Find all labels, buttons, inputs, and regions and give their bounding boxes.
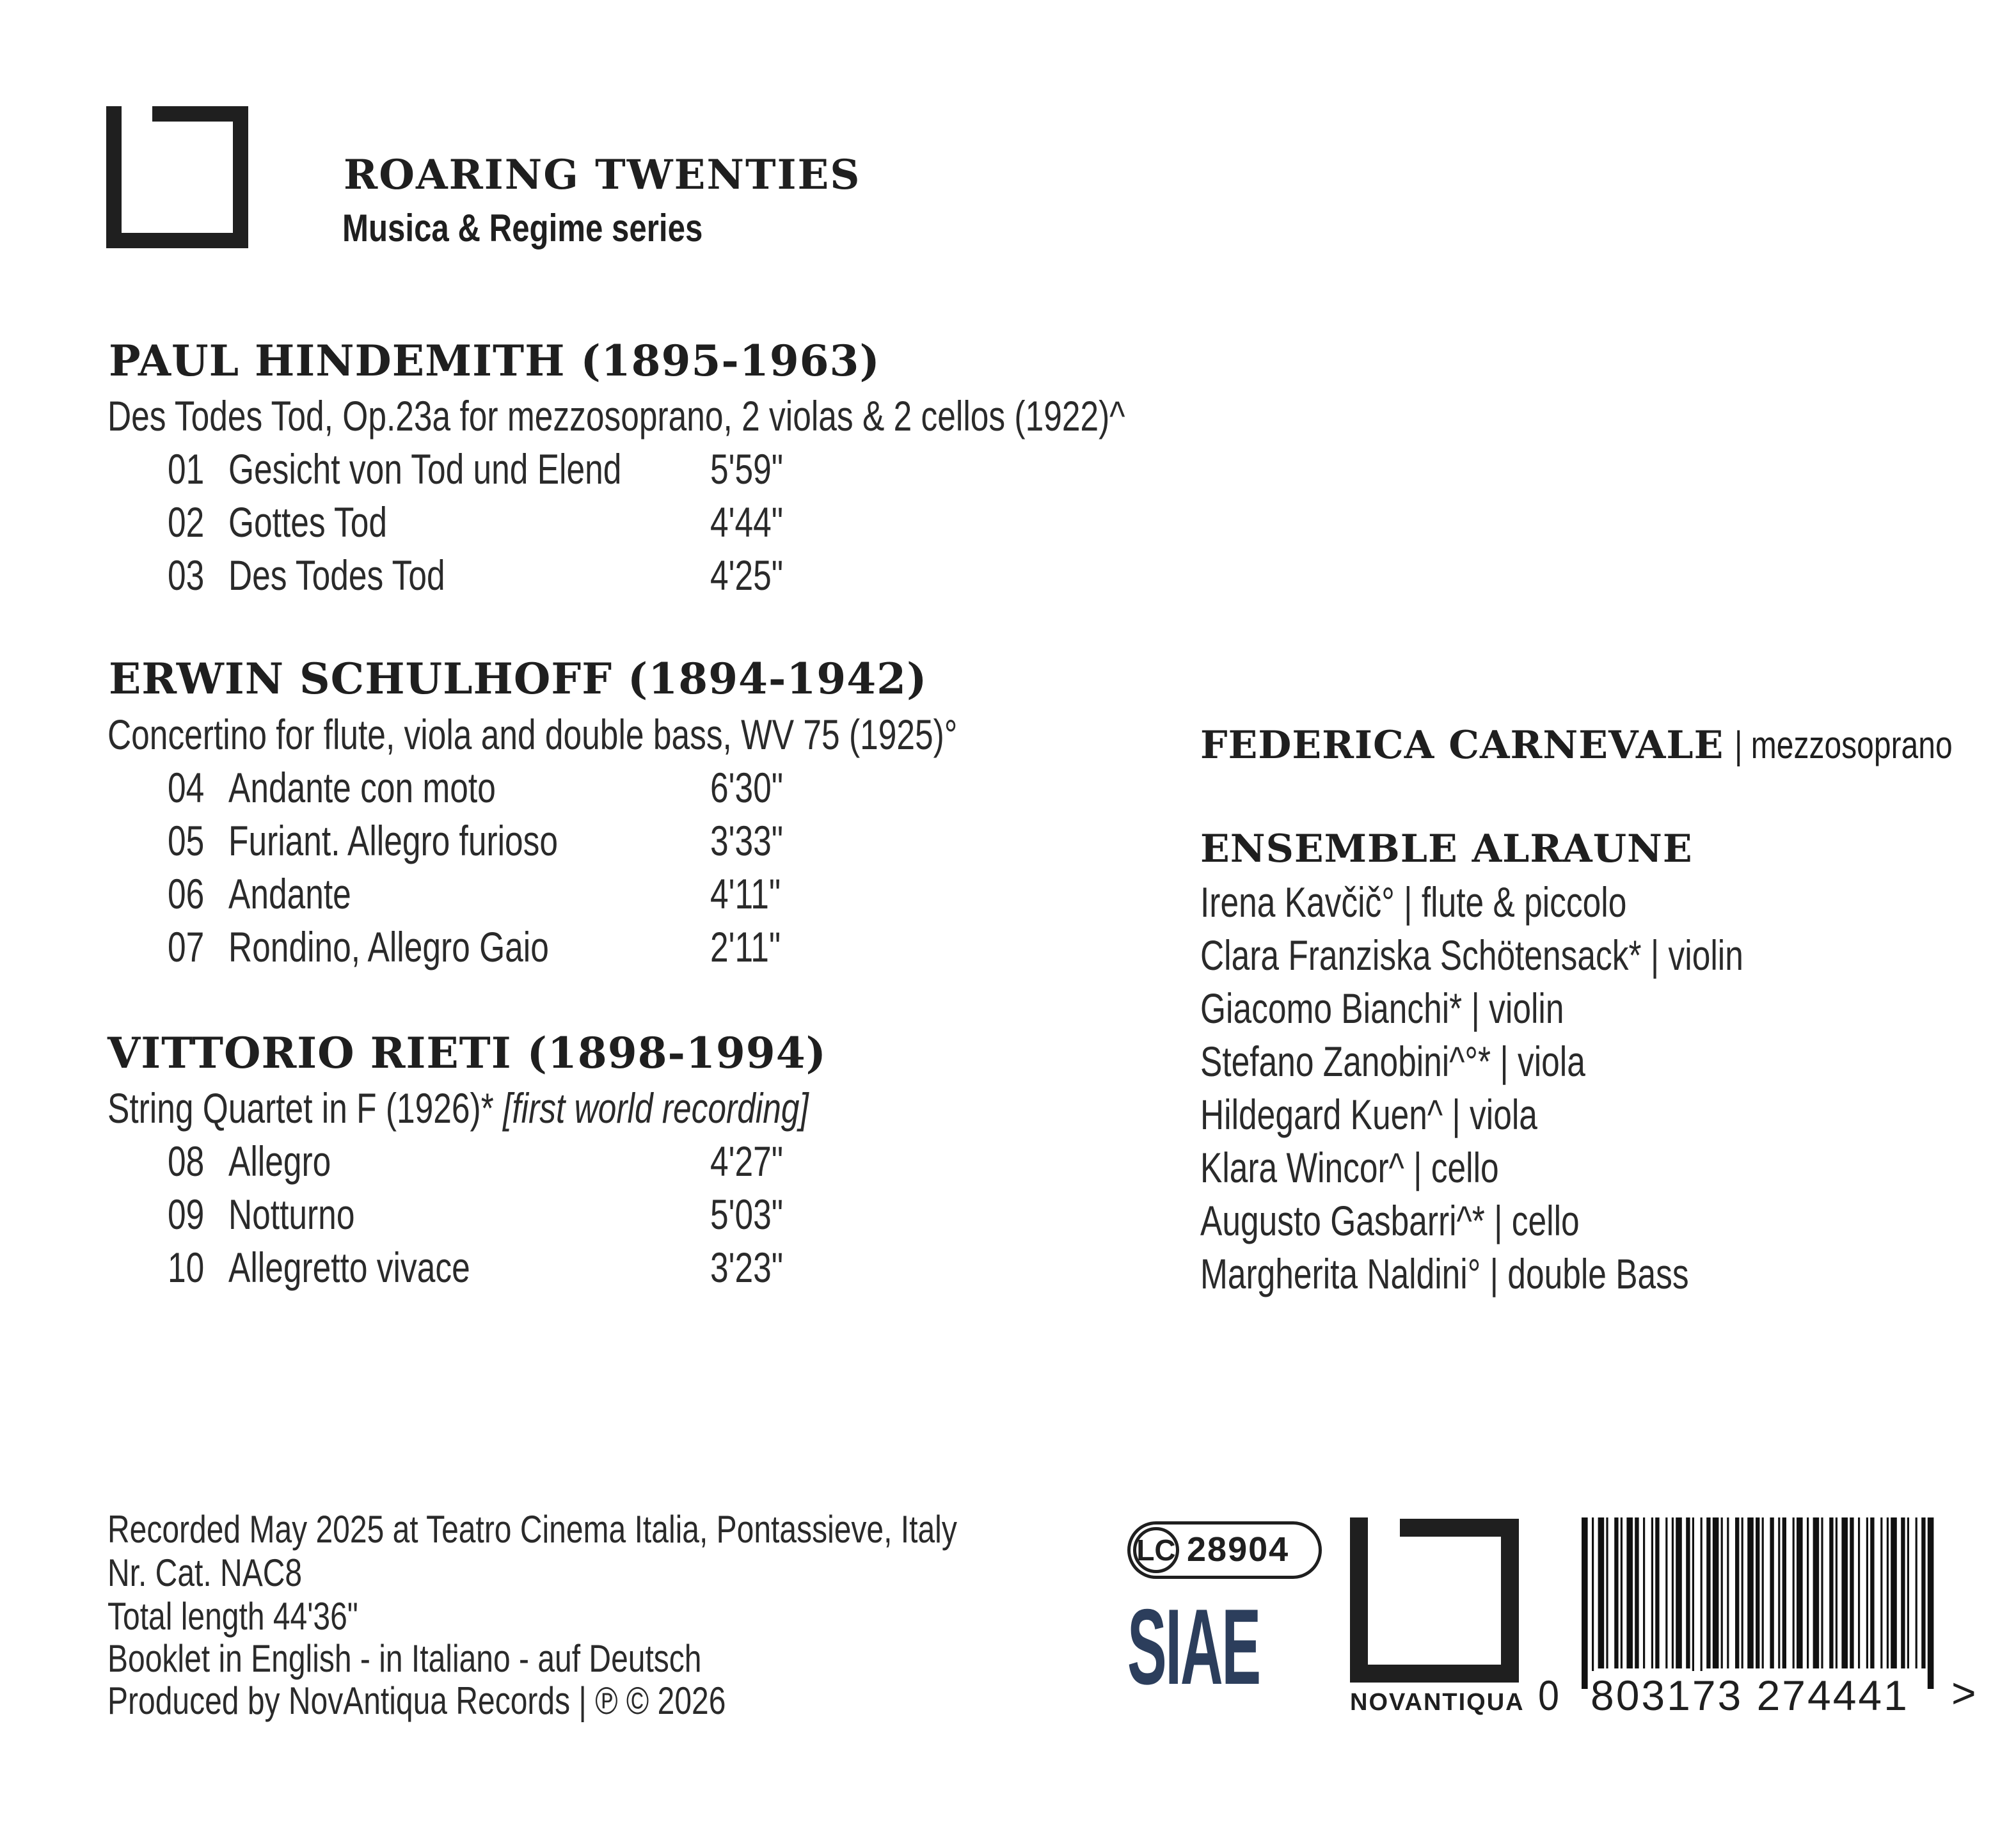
ensemble-member: Irena Kavčič° | flute & piccolo	[1200, 878, 1627, 926]
work-title: Concertino for flute, viola and double bass, WV 75 (1925)°	[107, 711, 958, 758]
work-title	[107, 1084, 809, 1132]
track-duration: 4'25"	[710, 551, 784, 599]
barcode-bar	[1880, 1517, 1882, 1668]
composer-heading: VITTORIO RIETI (1898-1994)	[107, 1028, 827, 1078]
track-number: 04	[168, 764, 205, 811]
barcode-bar	[1821, 1517, 1823, 1668]
work-title: Des Todes Tod, Op.23a for mezzosoprano, 2 violas & 2 cellos (1922)^	[107, 392, 1125, 440]
total-length: Total length 44'36"	[107, 1595, 358, 1638]
lc-number: 28904	[1187, 1530, 1290, 1569]
track-number: 10	[168, 1244, 205, 1291]
barcode-bar	[1651, 1517, 1653, 1668]
barcode-bar	[1672, 1517, 1674, 1668]
barcode-bar	[1626, 1517, 1633, 1668]
barcode-bar	[1582, 1517, 1588, 1689]
barcode-bar	[1621, 1517, 1623, 1668]
track-row	[0, 1243, 832, 1294]
barcode-arrow: >	[1951, 1669, 1976, 1716]
novantiqua-label-icon	[1350, 1517, 1520, 1684]
catalog-number: Nr. Cat. NAC8	[107, 1551, 303, 1594]
work-title-text: String Quartet in F (1926)*	[107, 1084, 494, 1132]
track-duration: 4'11"	[710, 870, 781, 917]
track-name: Allegretto vivace	[228, 1244, 470, 1291]
ensemble-member: Giacomo Bianchi* | violin	[1200, 985, 1564, 1032]
barcode-bar	[1643, 1517, 1645, 1668]
ensemble-name: ENSEMBLE ALRAUNE	[1200, 827, 1693, 871]
track-row	[0, 869, 832, 921]
label-name: NOVANTIQUA	[1350, 1689, 1525, 1716]
recording-info: Recorded May 2025 at Teatro Cinema Italia, Pontassieve, Italy	[107, 1508, 957, 1551]
barcode-first-digit: 0	[1538, 1672, 1560, 1719]
barcode-bar	[1778, 1517, 1780, 1668]
barcode-bar	[1701, 1517, 1702, 1689]
track-name: Andante	[228, 870, 351, 917]
barcode-bar	[1742, 1517, 1743, 1668]
barcode-bar	[1891, 1517, 1897, 1668]
barcode-bar	[1592, 1517, 1594, 1689]
label-code-badge	[1127, 1521, 1322, 1579]
barcode-bar	[1841, 1517, 1848, 1668]
track-row	[0, 923, 832, 974]
barcode-bar	[1807, 1517, 1809, 1668]
barcode-bar	[1614, 1517, 1618, 1668]
track-name: Andante con moto	[228, 764, 496, 811]
barcode-bar	[1829, 1517, 1833, 1668]
siae-logo: SIAE	[1127, 1587, 1260, 1707]
barcode-bar	[1793, 1517, 1795, 1668]
composer-heading: PAUL HINDEMITH (1895-1963)	[109, 336, 880, 386]
barcode-bar	[1762, 1517, 1764, 1668]
track-number: 02	[168, 498, 205, 546]
track-name: Gottes Tod	[228, 498, 388, 546]
track-row	[0, 816, 832, 867]
barcode-bar	[1735, 1517, 1739, 1668]
novantiqua-logo-icon	[106, 106, 248, 248]
soloist-line	[1200, 723, 2007, 768]
track-number: 05	[168, 817, 205, 864]
track-duration: 5'03"	[710, 1191, 784, 1238]
barcode-bar	[1713, 1517, 1719, 1668]
track-duration: 4'27"	[710, 1137, 784, 1185]
ensemble-member: Hildegard Kuen^ | viola	[1200, 1091, 1537, 1138]
barcode-bar	[1870, 1517, 1874, 1668]
barcode-bar	[1598, 1517, 1605, 1668]
barcode-bar	[1706, 1517, 1710, 1668]
barcode-digits: 803173 274441	[1591, 1672, 1909, 1719]
track-name: Allegro	[228, 1137, 331, 1185]
producer-credit: Produced by NovAntiqua Records | ℗ © 2026	[107, 1679, 726, 1722]
track-row	[0, 763, 832, 814]
track-name: Gesicht von Tod und Elend	[228, 445, 622, 493]
track-duration: 3'23"	[710, 1244, 784, 1291]
track-duration: 6'30"	[710, 764, 784, 811]
track-duration: 5'59"	[710, 445, 784, 493]
lc-circle: LC	[1133, 1527, 1179, 1573]
composer-heading: ERWIN SCHULHOFF (1894-1942)	[109, 654, 928, 704]
barcode-bar	[1692, 1517, 1694, 1689]
ensemble-member: Augusto Gasbarri^* | cello	[1200, 1197, 1580, 1244]
track-duration: 3'33"	[710, 817, 784, 864]
barcode-bar	[1727, 1517, 1729, 1668]
barcode-bar	[1655, 1517, 1659, 1668]
barcode-bar	[1606, 1517, 1608, 1668]
track-number: 09	[168, 1191, 205, 1238]
barcode-bar	[1721, 1517, 1723, 1668]
barcode-bar	[1747, 1517, 1754, 1668]
ensemble-member: Margherita Naldini° | double Bass	[1200, 1250, 1689, 1297]
barcode-bar	[1887, 1517, 1889, 1668]
barcode-bar	[1928, 1517, 1934, 1689]
track-name: Furiant. Allegro furioso	[228, 817, 559, 864]
track-row	[0, 498, 832, 549]
barcode-icon	[1580, 1517, 1939, 1689]
barcode-bar	[1665, 1517, 1667, 1668]
track-number: 06	[168, 870, 205, 917]
track-name: Rondino, Allegro Gaio	[228, 923, 549, 970]
barcode-bar	[1866, 1517, 1868, 1668]
ensemble-member: Klara Wincor^ | cello	[1200, 1144, 1499, 1191]
barcode-bar	[1770, 1517, 1774, 1668]
track-duration: 4'44"	[710, 498, 784, 546]
barcode-bar	[1686, 1517, 1690, 1668]
barcode-bar	[1921, 1517, 1925, 1668]
barcode-bar	[1797, 1517, 1803, 1668]
track-name: Notturno	[228, 1191, 355, 1238]
barcode-bar	[1907, 1517, 1909, 1668]
soloist-role: | mezzosoprano	[1734, 724, 1953, 766]
soloist-name: FEDERICA CARNEVALE	[1200, 723, 1724, 768]
ensemble-member: Stefano Zanobini^°* | viola	[1200, 1038, 1585, 1085]
barcode-bar	[1756, 1517, 1759, 1668]
ensemble-member: Clara Franziska Schötensack* | violin	[1200, 931, 1743, 979]
track-row	[0, 551, 832, 602]
barcode-bar	[1850, 1517, 1853, 1668]
track-number: 03	[168, 551, 205, 599]
track-row	[0, 1137, 832, 1188]
track-row	[0, 1190, 832, 1241]
track-number: 08	[168, 1137, 205, 1185]
album-title: ROARING TWENTIES	[344, 151, 861, 199]
track-duration: 2'11"	[710, 923, 781, 970]
barcode-bar	[1635, 1517, 1639, 1668]
track-number: 01	[168, 445, 205, 493]
track-name: Des Todes Tod	[228, 551, 445, 599]
track-number: 07	[168, 923, 205, 970]
barcode-bar	[1676, 1517, 1682, 1668]
barcode-bar	[1916, 1517, 1917, 1668]
barcode-bar	[1836, 1517, 1837, 1668]
album-subtitle: Musica & Regime series	[342, 207, 703, 250]
barcode-bar	[1782, 1517, 1786, 1668]
track-row	[0, 445, 832, 496]
barcode-bar	[1813, 1517, 1820, 1668]
barcode-bar	[1901, 1517, 1905, 1668]
booklet-languages: Booklet in English - in Italiano - auf Deutsch	[107, 1637, 702, 1680]
barcode-bar	[1858, 1517, 1860, 1668]
work-note: [first world recording]	[503, 1084, 809, 1132]
